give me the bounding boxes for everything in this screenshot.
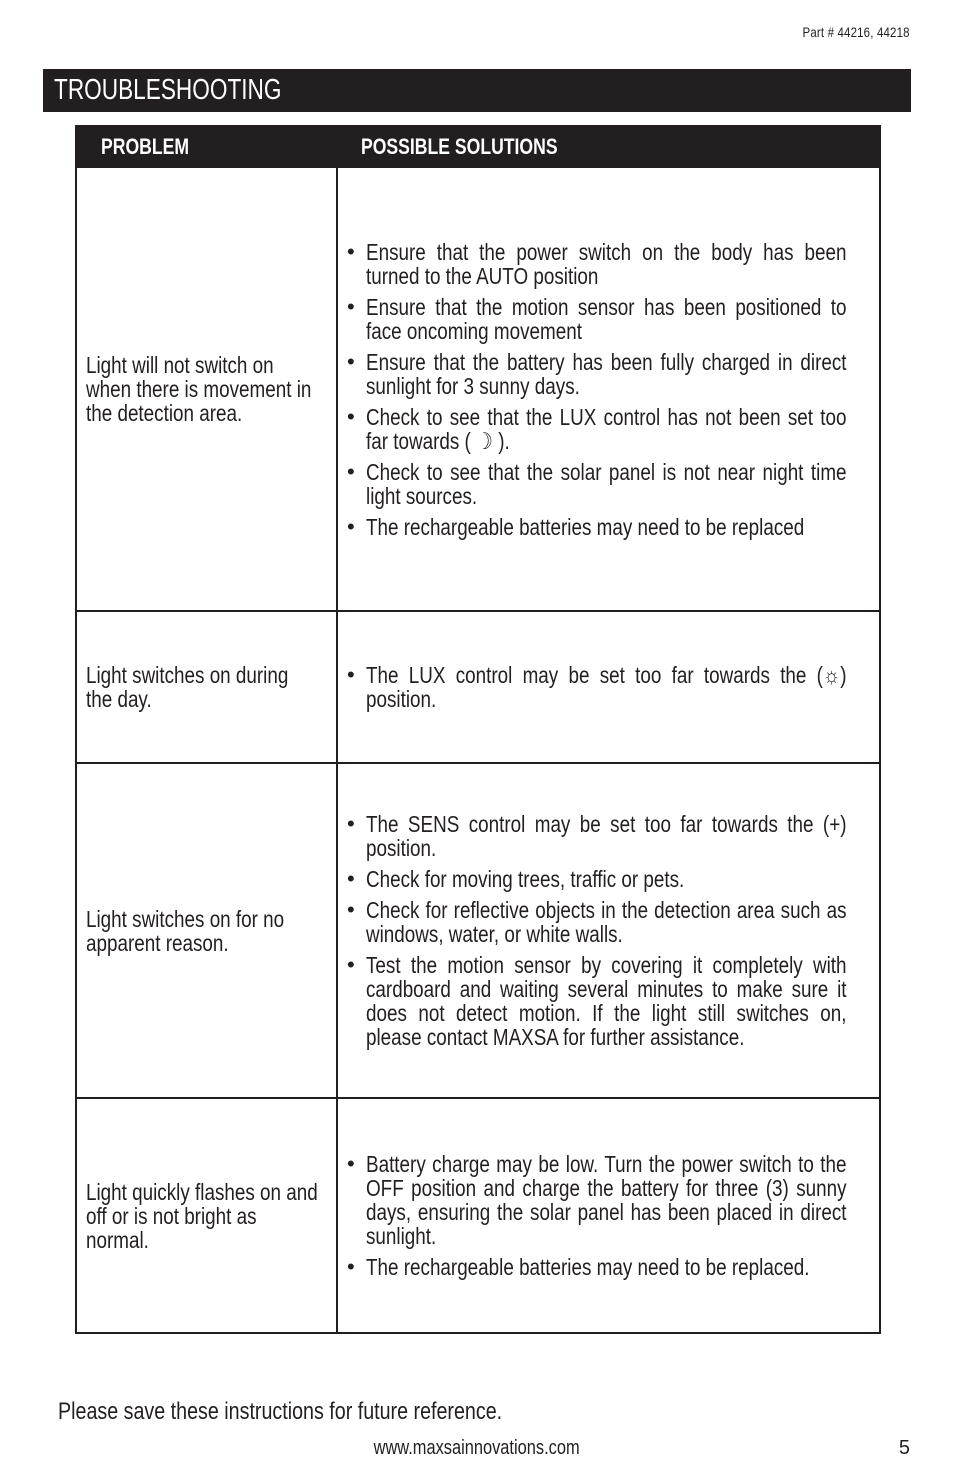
bullet-icon: • (347, 1151, 355, 1176)
list-item: • Test the motion sensor by covering it completely with cardboard and waiting several minutes to make sure it does not detect motion. If the light still switches on, please contact MAXSA for further assistance. (347, 952, 847, 1050)
list-item: • Check to see that the solar panel is not near night time light sources. (347, 458, 847, 509)
table-row (76, 167, 880, 611)
bullet-icon: • (347, 238, 355, 264)
column-header-problem: PROBLEM (76, 126, 337, 167)
bullet-icon: • (347, 348, 355, 374)
solutions-cell (337, 611, 880, 763)
solution-list (338, 663, 879, 711)
footer-note: Please save these instructions for future reference. (58, 1398, 503, 1425)
list-item: • The rechargeable batteries may need to be replaced. (347, 1254, 810, 1280)
solutions-cell (337, 167, 880, 611)
solution-list (338, 240, 879, 539)
list-item: • Ensure that the power switch on the body has been turned to the AUTO position (347, 238, 847, 289)
bullet-icon: • (347, 897, 355, 922)
table-row (76, 763, 880, 1098)
list-item: • Ensure that the motion sensor has been positioned to face oncoming movement (347, 293, 847, 344)
table-row (76, 611, 880, 763)
problem-cell: Light quickly flashes on and off or is not bright as normal. (76, 1098, 337, 1333)
bullet-icon: • (347, 952, 355, 977)
table-row (76, 1098, 880, 1333)
bullet-icon: • (347, 811, 355, 836)
column-header-solutions: POSSIBLE SOLUTIONS (337, 126, 880, 167)
bullet-icon: • (347, 662, 355, 687)
solution-list (338, 1152, 879, 1279)
list-item: • Check to see that the LUX control has not been set too far towards ( ☽ ). (347, 403, 847, 454)
problem-cell: Light switches on for no apparent reason. (76, 763, 337, 1098)
problem-cell: Light will not switch on when there is movement in the detection area. (76, 167, 337, 611)
bullet-icon: • (347, 458, 355, 484)
list-item: • Battery charge may be low. Turn the power switch to the OFF position and charge the battery for three (3) sunny days, ensuring the solar panel has been placed in direct sunlight. (347, 1151, 847, 1249)
part-number: Part # 44216, 44218 (802, 24, 910, 40)
solutions-cell (337, 1098, 880, 1333)
bullet-icon: • (347, 293, 355, 319)
list-item: • The LUX control may be set too far towards the (☼) position. (347, 662, 847, 712)
list-item: • Ensure that the battery has been fully charged in direct sunlight for 3 sunny days. (347, 348, 847, 399)
solution-list (338, 812, 879, 1049)
troubleshooting-table (75, 125, 881, 1334)
list-item: • The rechargeable batteries may need to be replaced (347, 513, 805, 540)
table-header-row (76, 126, 880, 167)
list-item: • Check for moving trees, traffic or pets. (347, 866, 685, 892)
list-item: • Check for reflective objects in the detection area such as windows, water, or white walls. (347, 897, 847, 947)
solutions-cell (337, 763, 880, 1098)
bullet-icon: • (347, 866, 355, 891)
problem-cell: Light switches on during the day. (76, 611, 337, 763)
bullet-icon: • (347, 1254, 355, 1279)
bullet-icon: • (347, 513, 355, 539)
section-title-bar (43, 69, 911, 112)
page-number: 5 (898, 1437, 910, 1459)
section-title: TROUBLESHOOTING (54, 74, 282, 106)
list-item: • The SENS control may be set too far towards the (+) position. (347, 811, 847, 861)
bullet-icon: • (347, 403, 355, 429)
website-link[interactable]: www.maxsainnovations.com (374, 1437, 580, 1459)
